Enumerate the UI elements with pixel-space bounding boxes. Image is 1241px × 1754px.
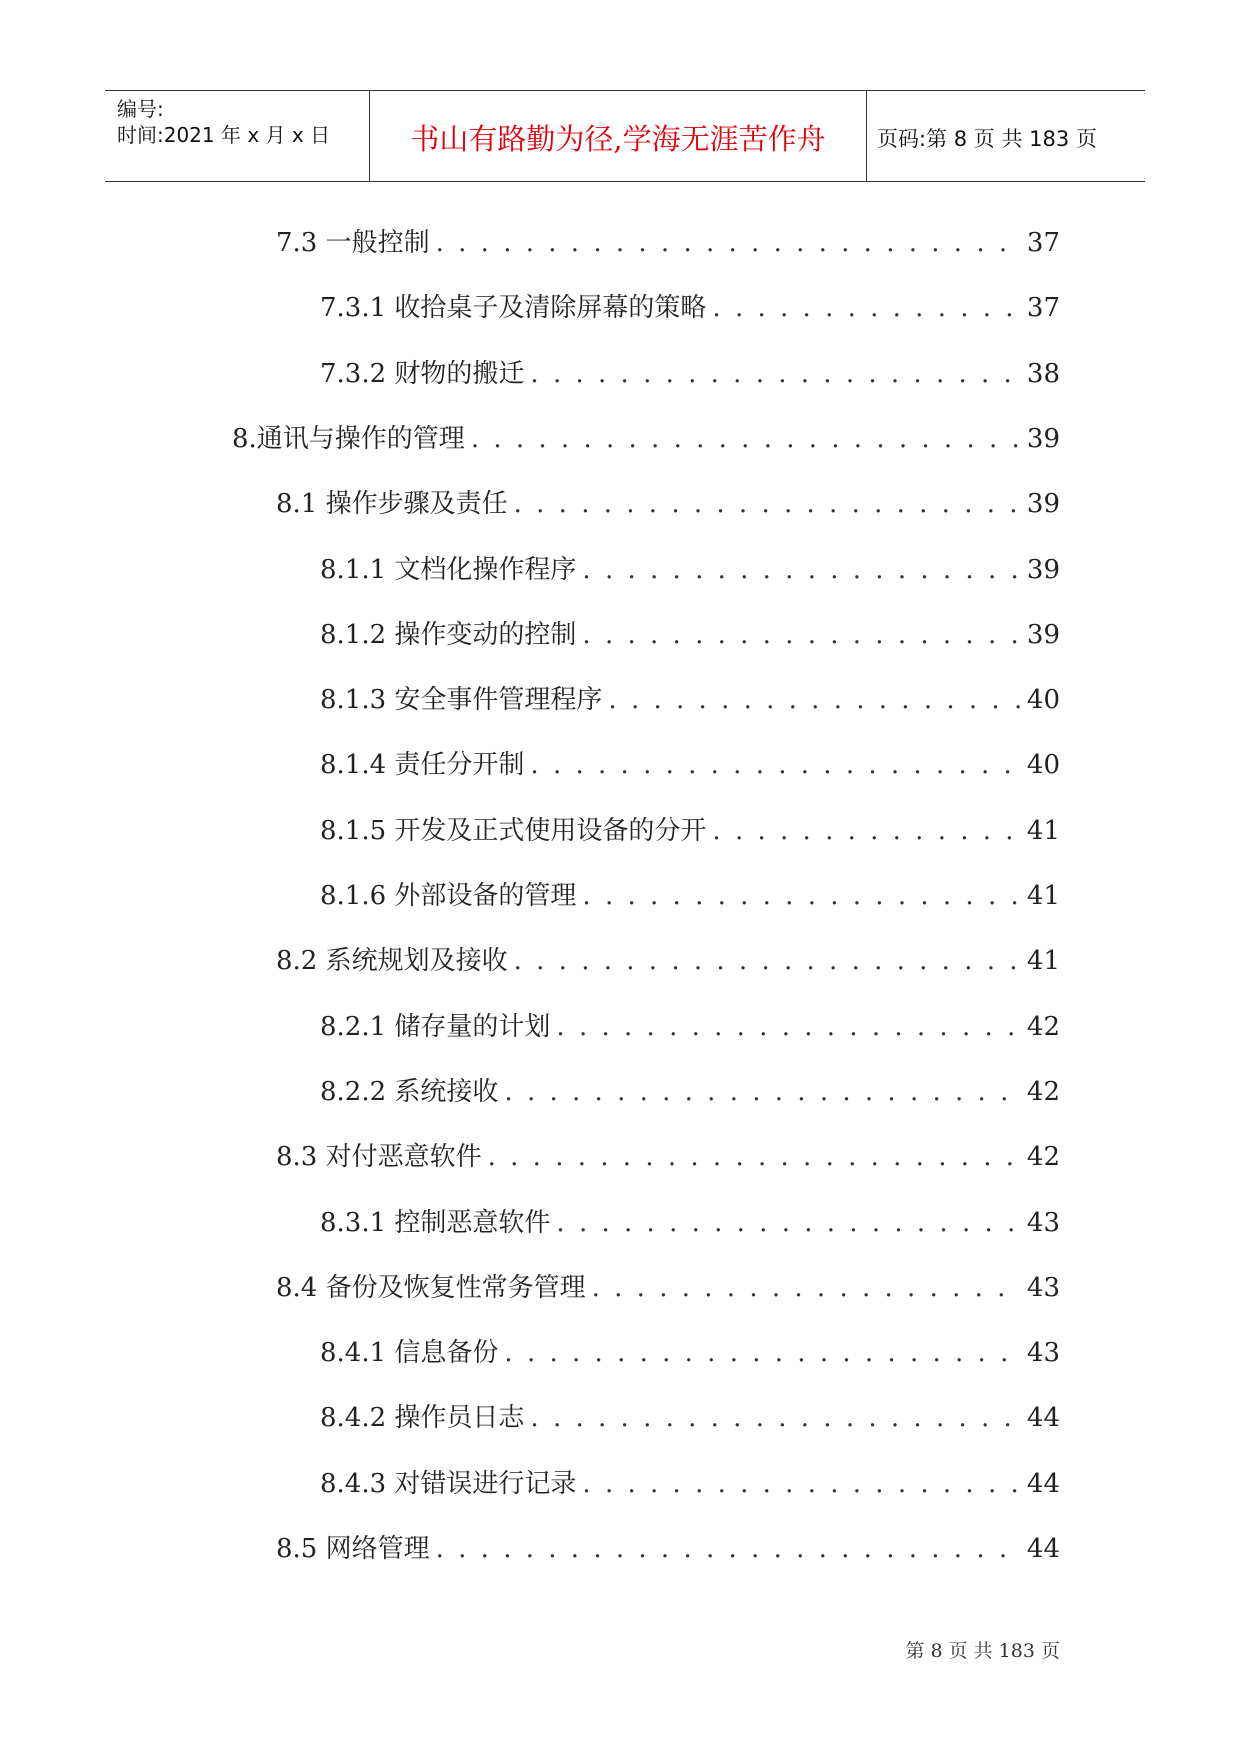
header-number-label: 编号:: [117, 97, 164, 121]
toc-dot-leader: [582, 881, 1020, 911]
toc-entry-title: 7.3.2 财物的搬迁: [320, 358, 525, 389]
toc-entry[interactable]: [232, 418, 1060, 458]
toc-entry-page: 44: [1026, 1468, 1060, 1499]
toc-entry[interactable]: [320, 614, 1060, 654]
toc-entry-title: 8.4.1 信息备份: [320, 1338, 499, 1369]
toc-dot-leader: [504, 1077, 1020, 1107]
toc-entry-page: 41: [1026, 946, 1060, 977]
toc-entry-title: 8.2.1 储存量的计划: [320, 1011, 551, 1042]
toc-entry[interactable]: [320, 1006, 1060, 1046]
page-header: [105, 90, 1145, 182]
toc-entry-page: 42: [1026, 1142, 1060, 1173]
toc-entry-title: 8.2 系统规划及接收: [276, 946, 508, 977]
toc-dot-leader: [530, 359, 1020, 389]
toc-entry-title: 8.4 备份及恢复性常务管理: [276, 1272, 586, 1303]
toc-dot-leader: [504, 1338, 1020, 1368]
toc-dot-leader: [582, 555, 1020, 585]
toc-entry[interactable]: [276, 1528, 1060, 1568]
toc-entry-title: 7.3.1 收拾桌子及清除屏幕的策略: [320, 293, 707, 324]
toc-entry-page: 43: [1026, 1207, 1060, 1238]
header-motto: 书山有路勤为径,学海无涯苦作舟: [410, 122, 826, 156]
toc-entry-page: 44: [1026, 1403, 1060, 1434]
toc-dot-leader: [608, 685, 1020, 715]
toc-entry-title: 8.4.3 对错误进行记录: [320, 1468, 577, 1499]
toc-entry-title: 8.3.1 控制恶意软件: [320, 1207, 551, 1238]
toc-entry-title: 8.2.2 系统接收: [320, 1076, 499, 1107]
toc-entry-title: 8.1.3 安全事件管理程序: [320, 685, 603, 716]
toc-entry-page: 40: [1026, 750, 1060, 781]
toc-entry[interactable]: [320, 287, 1060, 327]
header-motto-cell: [370, 91, 867, 181]
toc-entry-title: 8.1 操作步骤及责任: [276, 489, 508, 520]
toc-entry-title: 8.1.1 文档化操作程序: [320, 554, 577, 585]
toc-entry-page: 39: [1026, 423, 1060, 454]
toc-entry-page: 40: [1026, 685, 1060, 716]
toc-entry[interactable]: [276, 483, 1060, 523]
toc-entry-title: 8.通讯与操作的管理: [232, 423, 465, 454]
toc-entry[interactable]: [276, 222, 1060, 262]
toc-dot-leader: [530, 750, 1020, 780]
toc-dot-leader: [592, 1273, 1021, 1303]
toc-entry[interactable]: [320, 1202, 1060, 1242]
toc-dot-leader: [582, 1469, 1020, 1499]
toc-entry-page: 39: [1026, 489, 1060, 520]
toc-entry[interactable]: [320, 875, 1060, 915]
toc-entry-title: 7.3 一般控制: [276, 228, 430, 258]
toc-entry-title: 8.1.2 操作变动的控制: [320, 619, 577, 650]
toc-entry[interactable]: [320, 744, 1060, 784]
toc-entry-page: 38: [1026, 358, 1060, 389]
toc-dot-leader: [582, 620, 1020, 650]
toc-entry[interactable]: [320, 1332, 1060, 1372]
toc-dot-leader: [436, 228, 1021, 258]
toc-dot-leader: [712, 816, 1020, 846]
toc-dot-leader: [556, 1012, 1020, 1042]
toc-entry-page: 42: [1026, 1011, 1060, 1042]
toc-entry[interactable]: [276, 1136, 1060, 1176]
toc-entry-title: 8.1.4 责任分开制: [320, 750, 525, 781]
toc-entry-page: 39: [1026, 619, 1060, 650]
toc-entry[interactable]: [320, 810, 1060, 850]
toc-dot-leader: [514, 489, 1021, 519]
toc-entry[interactable]: [320, 353, 1060, 393]
toc-entry-page: 43: [1026, 1272, 1060, 1303]
header-time-label: 时间:2021 年 x 月 x 日: [117, 123, 331, 147]
toc-entry-page: 39: [1026, 554, 1060, 585]
toc-dot-leader: [488, 1142, 1021, 1172]
header-info-cell: [105, 91, 370, 181]
toc-entry-page: 37: [1026, 228, 1060, 258]
toc-entry-page: 43: [1026, 1338, 1060, 1369]
toc-dot-leader: [530, 1403, 1020, 1433]
toc-entry[interactable]: [320, 1397, 1060, 1437]
toc-entry-title: 8.5 网络管理: [276, 1534, 430, 1564]
toc-dot-leader: [436, 1534, 1021, 1564]
toc-entry-page: 42: [1026, 1076, 1060, 1107]
toc-entry[interactable]: [320, 1071, 1060, 1111]
header-page-cell: [867, 91, 1145, 181]
toc-entry[interactable]: [276, 940, 1060, 980]
toc-dot-leader: [514, 946, 1021, 976]
toc-dot-leader: [712, 293, 1020, 323]
toc-entry-page: 41: [1026, 815, 1060, 846]
toc-entry-title: 8.1.5 开发及正式使用设备的分开: [320, 815, 707, 846]
page-footer: 第 8 页 共 183 页: [905, 1640, 1060, 1662]
toc-entry-title: 8.1.6 外部设备的管理: [320, 881, 577, 911]
toc-entry-title: 8.4.2 操作员日志: [320, 1403, 525, 1434]
toc-entry[interactable]: [320, 1463, 1060, 1503]
toc-entry-page: 41: [1026, 881, 1060, 911]
toc-entry-title: 8.3 对付恶意软件: [276, 1142, 482, 1173]
toc-entry[interactable]: [320, 679, 1060, 719]
toc-entry[interactable]: [276, 1267, 1060, 1307]
toc-entry-page: 44: [1026, 1534, 1060, 1564]
toc-entry-page: 37: [1026, 293, 1060, 324]
toc-dot-leader: [556, 1208, 1020, 1238]
toc-entry[interactable]: [320, 549, 1060, 589]
header-page-code: 页码:第 8 页 共 183 页: [877, 127, 1097, 151]
toc-dot-leader: [471, 424, 1021, 454]
